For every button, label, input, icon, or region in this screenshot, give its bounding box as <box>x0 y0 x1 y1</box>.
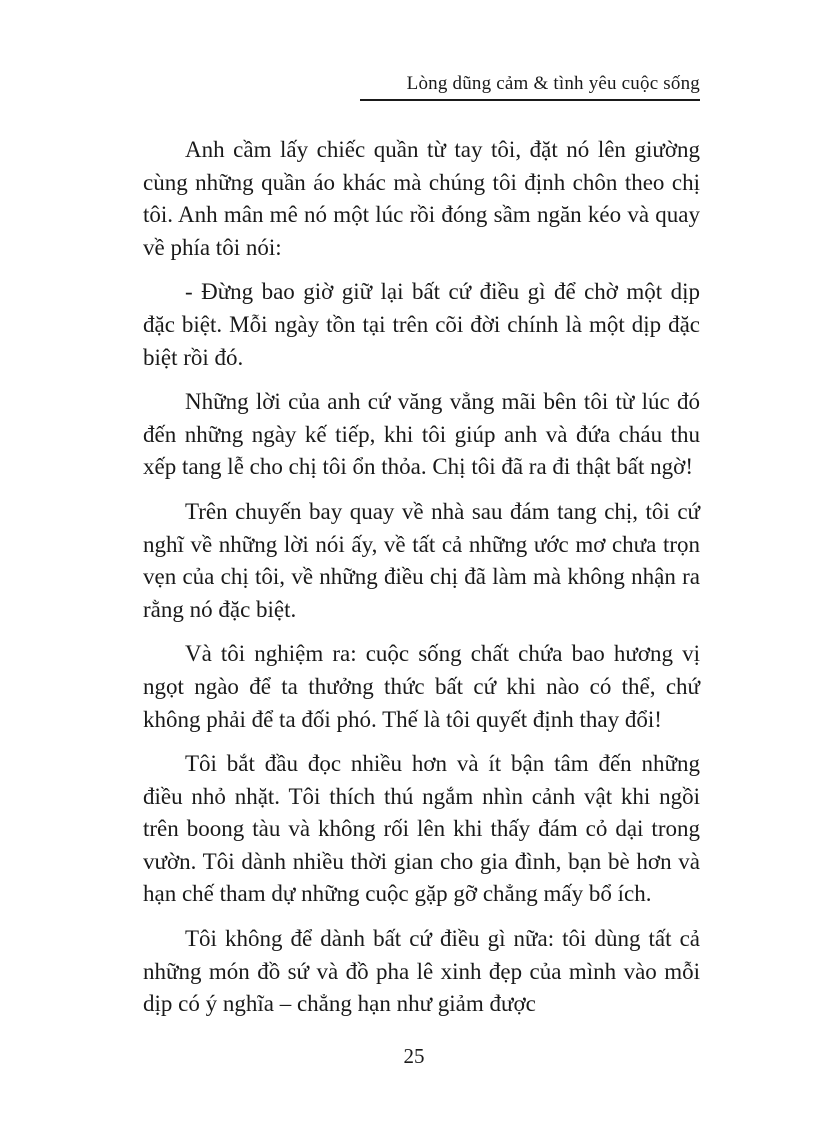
paragraph-4: Trên chuyến bay quay về nhà sau đám tang chị, tôi cứ nghĩ về những lời nói ấy, về tất cả những ước mơ chưa trọn vẹn của chị tôi, về những điều chị đã làm mà không nhận ra rằng nó đặc biệt. <box>143 498 700 622</box>
paragraph-2: - Đừng bao giờ giữ lại bất cứ điều gì để chờ một dịp đặc biệt. Mỗi ngày tồn tại trên cõi đời chính là một dịp đặc biệt rồi đó. <box>143 279 700 370</box>
paragraph-7: Tôi không để dành bất cứ điều gì nữa: tôi dùng tất cả những món đồ sứ và đồ pha lê xinh đẹp của mình vào mỗi dịp có ý nghĩa – chẳng hạn như giảm được <box>143 926 700 1017</box>
paragraph-6: Tôi bắt đầu đọc nhiều hơn và ít bận tâm đến những điều nhỏ nhặt. Tôi thích thú ngắm nhìn cảnh vật khi ngồi trên boong tàu và không rối lên khi thấy đám cỏ dại trong vườn. Tôi dành nhiều thời gian cho gia đình, bạn bè hơn và hạn chế tham dự những cuộc gặp gỡ chẳng mấy bổ ích. <box>143 751 700 907</box>
page-number: 25 <box>403 1044 425 1068</box>
paragraph-3: Những lời của anh cứ văng vẳng mãi bên tôi từ lúc đó đến những ngày kế tiếp, khi tôi giúp anh và đứa cháu thu xếp tang lễ cho chị tôi ổn thỏa. Chị tôi đã ra đi thật bất ngờ! <box>143 389 700 480</box>
body-text <box>143 134 700 1033</box>
paragraph-5: Và tôi nghiệm ra: cuộc sống chất chứa bao hương vị ngọt ngào để ta thưởng thức bất cứ khi nào có thể, chứ không phải để ta đối phó. Thế là tôi quyết định thay đổi! <box>143 641 700 732</box>
running-header: Lòng dũng cảm & tình yêu cuộc sống <box>360 72 700 101</box>
paragraph-1: Anh cầm lấy chiếc quần từ tay tôi, đặt nó lên giường cùng những quần áo khác mà chúng tôi định chôn theo chị tôi. Anh mân mê nó một lúc rồi đóng sầm ngăn kéo và quay về phía tôi nói: <box>143 137 700 260</box>
